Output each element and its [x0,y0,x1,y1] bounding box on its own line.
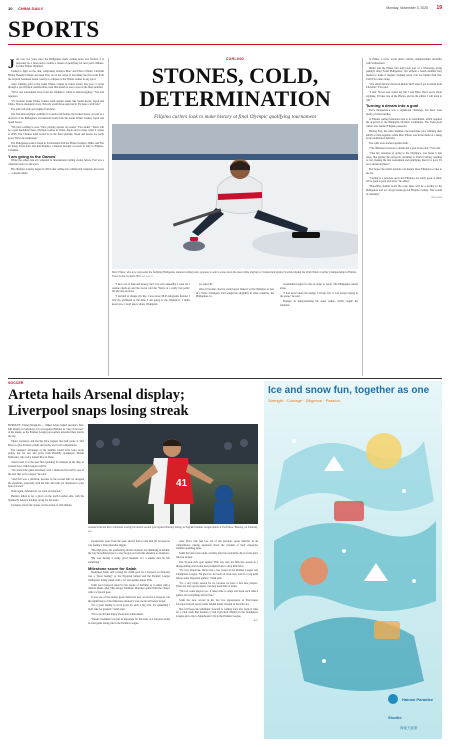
paragraph: While the others had all competed in international curling events before, Frei was a complete novice to the sport. [8,159,104,167]
paragraph: His Olympic journey began in 2023 after selling his commercial company Airscreen — a dream online. [8,167,104,175]
column-divider [362,58,363,376]
paragraph: "I had never taken the sledge, I always felt, it was always laying to the stone," he said. [280,291,358,299]
paragraph: "We started the game extremely well. I think the first half is one of the best that we've played," he said. [8,469,84,477]
paragraph: "The difference between a dream and a goal is the plan," Frei said. [369,147,441,151]
paragraph: exceptional, apart from the goal, and he had to take him off because he was feeling a little muscular niggle. [88,540,170,547]
curling-column-2 [112,283,190,308]
ad-title: Ice and snow fun, together as one [268,385,430,396]
paragraph: Frei's inexperience was a significant challenge, but there were plenty of other hurdles. [366,109,442,116]
source-credit: REUTERS [431,197,442,200]
paragraph: "We have nothing to lose. We're playing against top teams," Frei added. "There will be a gold medallion there, Olympic Games in China, Japan and so many when it comes to 2026. The Chinese team would be in the final qualifier, Japan and Korea are really good. We're the underdogs." [8,125,104,140]
paragraph: A Filipino curling federation had to be established, which required the approval of the Philippine Olympic Committee. The Swiss-born curlers also needed Filipino passports. [366,117,442,128]
paragraph: Gyokeres struck the opener on the stroke of 14th minute. [11,503,73,507]
paragraph: "It's a very tricky season for us, because we have a few new players. There are very good players, but they need time to adapt. [176,581,258,589]
paragraph: "We lost some players too. It takes time to adapt and learn each other's games, but everything will be fine." [176,590,258,598]
curling-kicker: CURLING [225,57,245,61]
paragraph: "Result: landmark was just as important for his team, as Liverpool ended its four-game losing run in the Premier League. [88,617,170,625]
curler-illustration [112,124,358,269]
soccer-photo-caption: Arsenal's Declan Rice celebrates scoring his team's second goal against Burnley during an English Premier League match at Turf Moor, Burnley, on Saturday. AFP [88,526,258,533]
headline-line-2: DETERMINATION [139,86,331,111]
paragraph: Once it became clear he would never make it to the Olympics as part of a Swiss contingent, Frei sought his eligibility in other countries, the Philippines, in [196,287,274,299]
curling-column-1 [8,58,104,177]
curling-deck: Filipino curlers look to make history at final Olympic qualifying tournament [153,114,317,120]
subheading: Turning a dream into a goal [366,103,419,109]
paragraph: Viktor Gyokeres and Declan Rice bagged first-half goals at Turf Moor to give Arsenal a ninth successive win in all competitions. [8,440,84,447]
paragraph: The path will only get tougher from here. [11,108,56,112]
soccer-column-3 [176,540,258,624]
paragraph: Arteta rated it as the best first-spending 45 minutes in his time as Arsenal boss, which began in 2019. [8,460,84,468]
soccer-column-1 [8,424,84,509]
paragraph: "This big sensation of going to the Olympics, you break it into steps, like getting the passports, speaking to World Curling, learning to curl, making the first tournament and qualifying, then it's a goal. It's not a dream anymore." [366,151,442,167]
paragraph: The Gunners' advantage at the summit would have been seven points, but for two late goals from Bendtby goalkeeper Martin Dubravka, who twice denied Rice in Doha. [8,448,84,459]
date-line: Monday, November 3, 2025 [386,6,428,10]
masthead-rule [8,44,442,45]
soccer-photo [88,424,258,524]
ad-logo [388,690,436,731]
paragraph: Tasked to fight on the rink, comprising brothers Marc and Enrico Pfister, Christian Haller, Benedict Pfister and Alan Frei, sit on the verge of becoming the first team from the tropical Southeast Asian country to compete at the Winter Games in any sport. [8,70,104,81]
paragraph: "Our small miracle started in March 2023 when I got an email from Christian," Frei said. [366,82,442,90]
paragraph: Mohamed Salah said scoring his 250th goal for Liverpool on Saturday was a "great feeling" as the Egyptian helped end the Premier League champions' losing streak with a 2-0 win against Aston Villa. [88,571,170,582]
paragraph: Just over two years since the Philippines made curling news was formed, it is preparing for a final push to realize a dream of qualifying for next year's Milano-Cortina Winter Olympics. [8,56,104,71]
paragraph: Haller and the Pfister had long been part of a WhatsApp group jokingly titled 'Team Philippines', but without a fourth member they needed to make it happen. Nothing never ever are further than that. Until Frei came along. [366,66,442,81]
logo-sub: 海南天涯游 [400,726,418,730]
advertisement[interactable] [264,381,442,739]
paragraph: recommitted rights for this in order to reach. The Philippines stands alone. [280,283,358,290]
logo-label: Hainan Paradise Shuttle [388,696,434,720]
logo-icon [388,694,398,704]
column-divider [108,58,109,376]
paragraph: Burnley failed to lay a glove on the north London side, with the Spaniard's defence holding strong for the hosts. [8,495,84,502]
paragraph: "He was having a really good moment. It's a shame that he felt something." [88,557,170,564]
paragraph: Salah has now scored in his last two appearances as Slot'sLanes Liverpool stayed seven points behind leader Arsenal in the title race. [176,598,258,606]
paragraph: "Curling is a priceless sport and Filipinos are really good at them. We're good at pool and darts," he added. [366,176,442,184]
subheading: 'I am going to the Games' [8,153,57,159]
curling-column-3 [196,283,274,300]
paragraph: Salah put Liverpool ahead in the stroke of halftime as it sailed with a clinical finish, after Villa keeper Emiliano Martinez spilled him the chance with a wayward pass. [88,583,170,594]
paragraph: BURNLEY, United Kingdom — Mikel Arteta hailed Arsenal's first-half display in Saturday's 2-0 win against Burnley as "one of the best" of his tenure, as the Premier League pace-setters extended their lead at the top. [8,424,84,439]
paragraph: "I had a lot of time and money, but I was very unhealthy. I went for a routine check-up and the doctor told me 'You're at a really bad point', the 48-year-old said. [112,283,190,294]
paragraph: Arne Slot's side had lost six of the previous seven matches in all competitions, raising questions about the wisdom of their expensive summer spending spree. [176,540,258,551]
curling-headline [120,64,350,110]
page-badge: 19 [436,5,442,11]
paragraph: are super-fit." [199,283,214,286]
paragraph: "It's because Asian Winter Games team against teams like South Korea, Japan and China. This is absolutely crazy. Nobody would have expected it. It's been a wild ride." [8,99,104,107]
source-credit: AFP [253,619,258,622]
paragraph: "It's very important. We've had a few losses in the Premier League and Champions League. I'm glad we are back on track now and it's a big push before some important games," Salah said. [176,569,258,580]
paragraph: The five-man Olympic qualifier in Canada will feature the United States, as well as a reversal of the Philippines' encountered team from the Asian Winter Games, Japan and South Korea. [8,113,104,124]
paragraph: Frei hopes the team's exploits can inspire more Filipinos to take to the ice. [366,167,442,175]
ad-illustration [264,381,442,739]
svg-text:41: 41 [176,478,188,489]
paragraph: The 33-year-old's goal against Villa was only his fifth this season in a disappointing stretch that had prompted fans to drop him twice. [176,560,258,568]
player-illustration [88,424,258,524]
curling-column-5 [366,58,442,201]
paragraph: Having Frei, the other members had half-time jobs, limiting their ability to train together, while Marc Pfister was in the midst of a being an he understated dentistry. [366,129,442,141]
paragraph: "I said: 'Never ever curled my life' I told Hans. Don't worry about anything. I'll take care of the Pfisters and do the admin. I will learn to curl." [366,91,442,102]
soccer-kicker: SOCCER [8,381,24,385]
paragraph: The Philippines team is based in Switzerland with the Pfister brothers, Haller and Frei all being Swiss-born and half-Filipino, Cameron brought as based in July in Filipino-Canadian. [8,141,104,152]
newspaper-logo: CHINA DAILY [18,6,44,11]
paragraph: "And that was a platform, because in the second half we dropped the standards, especially with the ball, and with our intentions to play more forward." [8,478,84,489]
paragraph: "I'm so proud and happy about that achievement. [91,613,144,617]
curling-photo-caption: Marc Pfister, who now represents the fledgling Philippines national curling team, prepares to send a stone down the sheet while playing for Switzerland against Scotland during the World Men's Curling Championship in Halifax, Nova Scotia, in April 2015. AP PHOTO [112,271,357,278]
paragraph: "His high press, his positioning and his reaction; his thumbing in behind; the way he behind plays is a way he gets us from this situation to situations. [88,548,170,556]
paragraph: "I decided to change my life. I was about 38.45 kilograms heavier. I told my girlfriend at the time 'I am going to the Olympics!' I didn't know how, I don't know when, Olympians [112,295,190,306]
paragraph: "Hopefully, further down the road, there will be a facility in the Philippines and we can get home-grown Filipino curling. That would be amazing." [366,185,442,196]
paragraph: "It's a great feeling to score goals for such a big club. It's something I don't take for granted," Salah said. [88,604,170,612]
ad-subtitle: Strength · Courage · Diligence · Passion [268,398,340,403]
headline-line-1: Arteta hails Arsenal display; [8,387,185,403]
paragraph: After winning gold at the Asian Winter Games in China earlier this year, it swept through a pre-Olympic qualification event this month to earn a spot in the final qualifier. [8,82,104,90]
soccer-column-2 [88,540,170,627]
paragraph: Perhaps an unrepresenting his stone online, which caught the attention [280,300,358,307]
paragraph: Sixth again, defensively, we were exceptional." [11,490,62,494]
paragraph: The odds were stacked against them. [369,142,409,146]
masthead [8,5,442,15]
paragraph: Slot will hope his talismanic forward is coming back into form in time for a vital week that features a visit from Real Madrid in the Champions League and a trip to Manchester City in the Premier League. [176,607,258,618]
paragraph: "We're one tournament away from the Olympics, which is mind-boggling," Frei told reporters. [8,91,104,98]
paragraph: of Haller, a twice world junior curling championships medallist with Switzerland. [366,58,442,65]
subheading: Milestone score for Salah [88,565,137,571]
curling-photo [112,124,358,269]
drop-cap: J [8,56,15,71]
photo-credit: AFP [88,530,93,533]
page-number: 10 [8,6,13,11]
paragraph: It was one of the easiest goals Salah has ever scored for Liverpool, but the significance of the milestone ensured it was one he will never forget. [88,595,170,603]
photo-credit: AP PHOTO [142,275,154,278]
headline-line-2: Liverpool snaps losing streak [8,403,189,419]
section-title: SPORTS [8,17,100,42]
soccer-headline [8,387,258,419]
headline-line-1: STONES, COLD, [151,63,319,88]
section-rule [8,378,442,379]
paragraph: Salah had also been under scrutiny after his noticeable dip in form since late last season. [176,552,258,559]
curling-column-4 [280,283,358,309]
